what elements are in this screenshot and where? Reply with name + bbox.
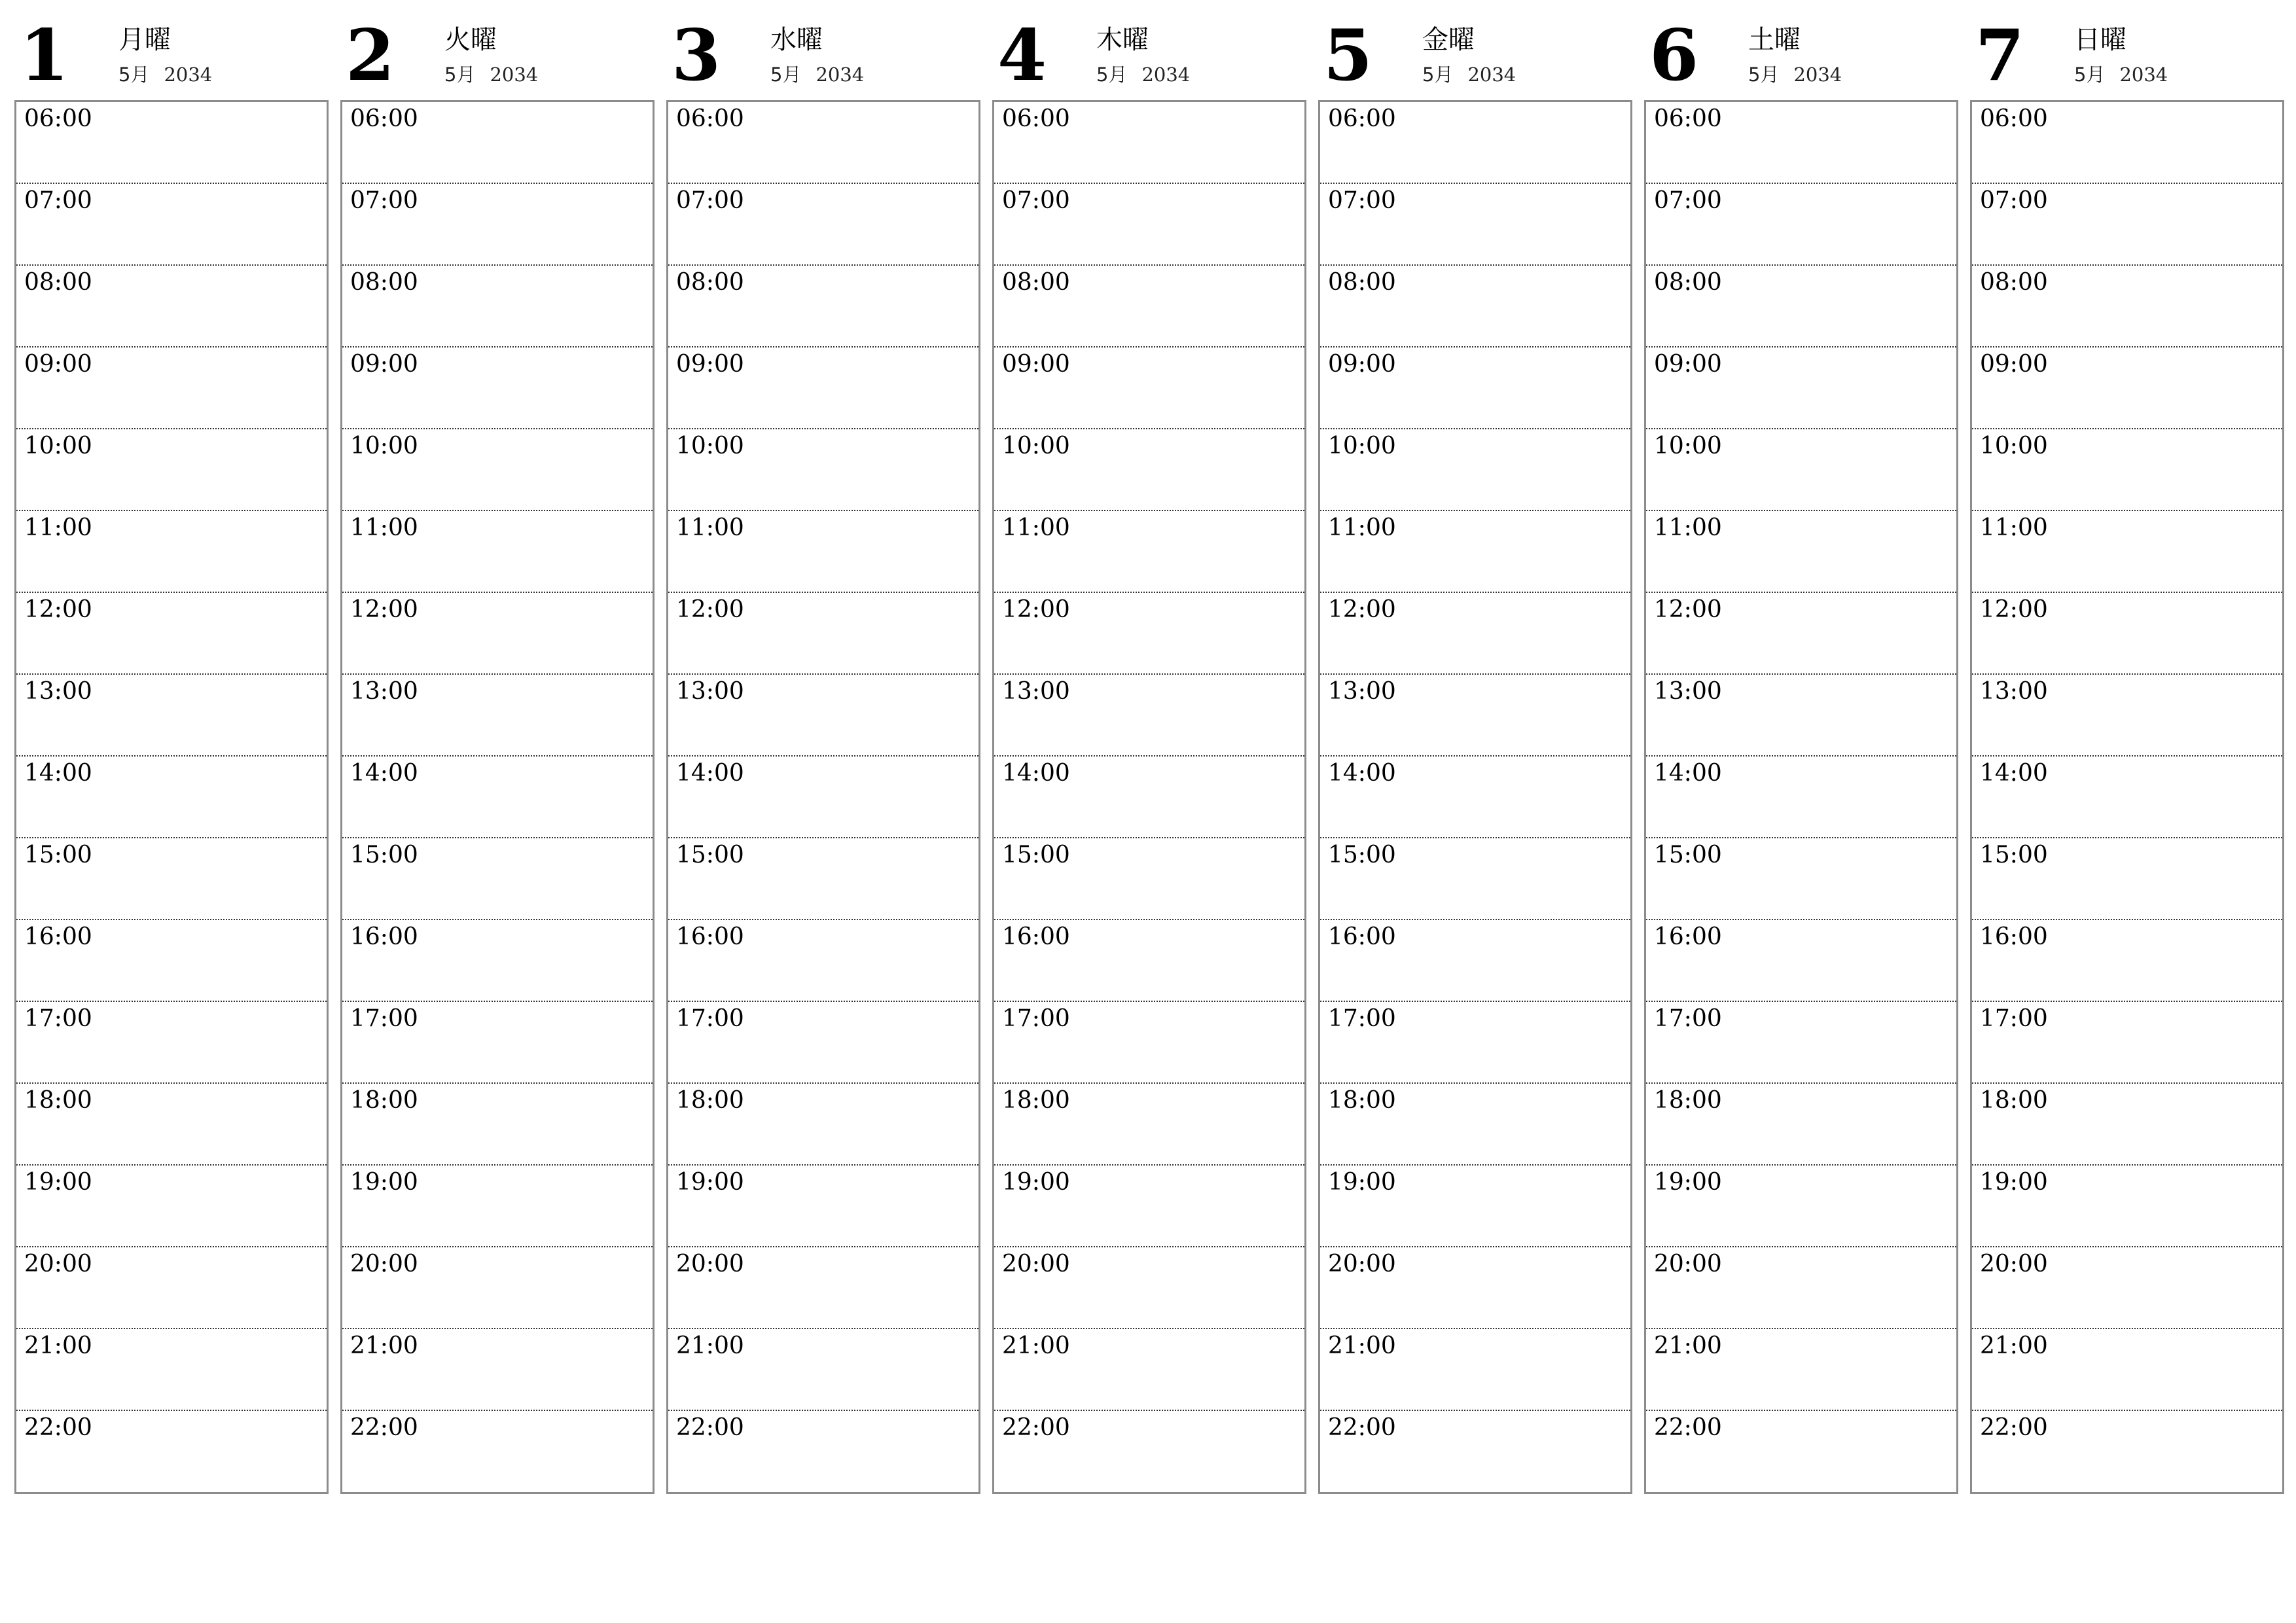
time-label: 06:00 xyxy=(24,105,92,132)
time-slot[interactable] xyxy=(342,102,653,184)
time-label: 20:00 xyxy=(1328,1251,1396,1277)
time-label: 22:00 xyxy=(1002,1414,1070,1441)
time-slot[interactable] xyxy=(1972,838,2282,920)
day-number: 4 xyxy=(997,14,1047,97)
day-name: 土曜 xyxy=(1748,25,1801,55)
time-slot[interactable] xyxy=(1972,429,2282,511)
time-label: 14:00 xyxy=(1980,760,2048,787)
time-slot[interactable] xyxy=(994,184,1304,266)
time-slot[interactable] xyxy=(994,1411,1304,1493)
time-label: 08:00 xyxy=(676,269,744,296)
time-label: 07:00 xyxy=(350,187,418,214)
month-label: 5月 xyxy=(1096,63,1128,86)
time-slot[interactable] xyxy=(342,593,653,675)
time-label: 17:00 xyxy=(24,1005,92,1032)
time-label: 21:00 xyxy=(1002,1332,1070,1359)
day-month-year xyxy=(1422,63,1516,86)
time-label: 14:00 xyxy=(350,760,418,787)
time-label: 09:00 xyxy=(1002,351,1070,378)
day-month-year xyxy=(1748,63,1842,86)
time-slot[interactable] xyxy=(668,757,978,838)
time-slot[interactable] xyxy=(668,675,978,757)
time-slot[interactable] xyxy=(994,266,1304,348)
time-slot[interactable] xyxy=(342,838,653,920)
time-label: 07:00 xyxy=(1002,187,1070,214)
day-number: 1 xyxy=(20,14,69,97)
time-slot[interactable] xyxy=(668,920,978,1002)
time-label: 14:00 xyxy=(1654,760,1722,787)
time-slot[interactable] xyxy=(1320,1411,1630,1493)
time-slot[interactable] xyxy=(1646,1084,1956,1166)
time-label: 07:00 xyxy=(1328,187,1396,214)
month-label: 5月 xyxy=(2074,63,2106,86)
time-slot[interactable] xyxy=(668,429,978,511)
time-slot[interactable] xyxy=(16,675,327,757)
time-slot[interactable] xyxy=(1646,675,1956,757)
time-slot[interactable] xyxy=(994,675,1304,757)
time-label: 17:00 xyxy=(350,1005,418,1032)
time-slot[interactable] xyxy=(1646,348,1956,429)
time-label: 12:00 xyxy=(676,596,744,623)
time-slot[interactable] xyxy=(1972,102,2282,184)
time-slot[interactable] xyxy=(994,1166,1304,1247)
day-header xyxy=(992,0,1305,100)
time-label: 10:00 xyxy=(1980,433,2048,459)
time-label: 20:00 xyxy=(1980,1251,2048,1277)
time-label: 12:00 xyxy=(350,596,418,623)
time-slot[interactable] xyxy=(16,102,327,184)
day-column xyxy=(1644,0,1957,1494)
time-slot[interactable] xyxy=(1972,511,2282,593)
time-label: 22:00 xyxy=(24,1414,92,1441)
time-slot[interactable] xyxy=(1320,757,1630,838)
time-label: 17:00 xyxy=(1654,1005,1722,1032)
time-label: 15:00 xyxy=(1654,842,1722,868)
time-slot[interactable] xyxy=(1320,102,1630,184)
time-label: 13:00 xyxy=(24,678,92,705)
time-label: 15:00 xyxy=(350,842,418,868)
day-header xyxy=(1644,0,1957,100)
time-slot[interactable] xyxy=(668,102,978,184)
time-slot[interactable] xyxy=(1972,757,2282,838)
time-slot[interactable] xyxy=(1320,593,1630,675)
time-slot[interactable] xyxy=(342,511,653,593)
time-label: 16:00 xyxy=(350,923,418,950)
time-label: 14:00 xyxy=(24,760,92,787)
time-label: 09:00 xyxy=(1654,351,1722,378)
time-label: 21:00 xyxy=(350,1332,418,1359)
time-label: 06:00 xyxy=(676,105,744,132)
time-slot[interactable] xyxy=(16,1247,327,1329)
time-slot[interactable] xyxy=(16,348,327,429)
time-slot[interactable] xyxy=(1972,675,2282,757)
time-slot[interactable] xyxy=(1972,920,2282,1002)
time-slot[interactable] xyxy=(16,429,327,511)
day-header xyxy=(340,0,653,100)
time-label: 17:00 xyxy=(1980,1005,2048,1032)
time-slot[interactable] xyxy=(668,266,978,348)
time-slot[interactable] xyxy=(16,1411,327,1493)
time-slot[interactable] xyxy=(1320,511,1630,593)
time-slot[interactable] xyxy=(1320,1002,1630,1084)
time-label: 10:00 xyxy=(350,433,418,459)
time-label: 10:00 xyxy=(24,433,92,459)
time-label: 20:00 xyxy=(350,1251,418,1277)
time-slot[interactable] xyxy=(16,511,327,593)
time-label: 18:00 xyxy=(1328,1087,1396,1114)
time-slot[interactable] xyxy=(1646,429,1956,511)
day-column xyxy=(666,0,979,1494)
time-slot[interactable] xyxy=(1646,184,1956,266)
time-label: 09:00 xyxy=(24,351,92,378)
day-month-year xyxy=(2074,63,2168,86)
time-label: 20:00 xyxy=(1002,1251,1070,1277)
time-label: 17:00 xyxy=(1002,1005,1070,1032)
time-slot[interactable] xyxy=(1320,675,1630,757)
time-label: 19:00 xyxy=(1980,1169,2048,1196)
time-slot[interactable] xyxy=(668,593,978,675)
month-label: 5月 xyxy=(1422,63,1454,86)
time-slot-box xyxy=(1318,100,1632,1494)
time-label: 19:00 xyxy=(350,1169,418,1196)
time-slot[interactable] xyxy=(1972,1329,2282,1411)
time-label: 10:00 xyxy=(676,433,744,459)
day-number: 7 xyxy=(1975,14,2025,97)
time-label: 15:00 xyxy=(676,842,744,868)
time-label: 08:00 xyxy=(1328,269,1396,296)
time-slot[interactable] xyxy=(342,757,653,838)
time-slot-box xyxy=(666,100,980,1494)
time-label: 21:00 xyxy=(676,1332,744,1359)
time-label: 18:00 xyxy=(1980,1087,2048,1114)
day-month-year xyxy=(770,63,864,86)
time-slot-box xyxy=(992,100,1306,1494)
time-label: 22:00 xyxy=(1980,1414,2048,1441)
time-slot[interactable] xyxy=(1646,593,1956,675)
time-slot[interactable] xyxy=(668,1166,978,1247)
time-label: 21:00 xyxy=(24,1332,92,1359)
time-label: 12:00 xyxy=(1980,596,2048,623)
time-slot[interactable] xyxy=(1320,266,1630,348)
year-label: 2034 xyxy=(2119,63,2168,86)
time-slot[interactable] xyxy=(1972,266,2282,348)
time-label: 09:00 xyxy=(1980,351,2048,378)
time-label: 21:00 xyxy=(1980,1332,2048,1359)
day-number: 2 xyxy=(346,14,395,97)
time-slot[interactable] xyxy=(342,675,653,757)
time-label: 11:00 xyxy=(24,514,92,541)
time-slot[interactable] xyxy=(1646,102,1956,184)
time-slot[interactable] xyxy=(994,1084,1304,1166)
time-label: 19:00 xyxy=(1002,1169,1070,1196)
time-label: 13:00 xyxy=(1654,678,1722,705)
time-slot[interactable] xyxy=(994,1247,1304,1329)
time-slot[interactable] xyxy=(342,1247,653,1329)
day-column xyxy=(992,0,1305,1494)
time-label: 12:00 xyxy=(1654,596,1722,623)
time-slot[interactable] xyxy=(668,1002,978,1084)
time-label: 09:00 xyxy=(1328,351,1396,378)
time-slot[interactable] xyxy=(1972,1084,2282,1166)
time-label: 16:00 xyxy=(1654,923,1722,950)
day-month-year xyxy=(1096,63,1190,86)
time-slot[interactable] xyxy=(1972,593,2282,675)
month-label: 5月 xyxy=(770,63,802,86)
day-month-year xyxy=(444,63,538,86)
time-label: 11:00 xyxy=(1654,514,1722,541)
time-slot[interactable] xyxy=(994,1329,1304,1411)
time-slot[interactable] xyxy=(1646,1329,1956,1411)
time-label: 15:00 xyxy=(1328,842,1396,868)
time-label: 07:00 xyxy=(1654,187,1722,214)
time-label: 17:00 xyxy=(1328,1005,1396,1032)
time-label: 18:00 xyxy=(1002,1087,1070,1114)
time-label: 20:00 xyxy=(1654,1251,1722,1277)
day-header xyxy=(666,0,979,100)
time-label: 06:00 xyxy=(1328,105,1396,132)
day-header xyxy=(1318,0,1631,100)
time-label: 13:00 xyxy=(676,678,744,705)
time-label: 08:00 xyxy=(1980,269,2048,296)
time-label: 08:00 xyxy=(1002,269,1070,296)
time-slot[interactable] xyxy=(1646,1166,1956,1247)
time-slot-box xyxy=(1970,100,2284,1494)
time-slot[interactable] xyxy=(16,1002,327,1084)
time-label: 08:00 xyxy=(1654,269,1722,296)
time-slot[interactable] xyxy=(1972,1166,2282,1247)
time-label: 19:00 xyxy=(1654,1169,1722,1196)
time-label: 22:00 xyxy=(1328,1414,1396,1441)
time-slot[interactable] xyxy=(1320,838,1630,920)
time-slot[interactable] xyxy=(16,184,327,266)
time-label: 16:00 xyxy=(1002,923,1070,950)
time-label: 15:00 xyxy=(1002,842,1070,868)
time-slot[interactable] xyxy=(1320,1166,1630,1247)
time-slot[interactable] xyxy=(342,348,653,429)
time-label: 22:00 xyxy=(350,1414,418,1441)
year-label: 2034 xyxy=(1141,63,1191,86)
day-number: 6 xyxy=(1649,14,1699,97)
time-slot[interactable] xyxy=(1646,266,1956,348)
time-slot[interactable] xyxy=(668,1329,978,1411)
time-slot[interactable] xyxy=(1646,1411,1956,1493)
time-label: 11:00 xyxy=(350,514,418,541)
time-label: 06:00 xyxy=(1654,105,1722,132)
time-label: 10:00 xyxy=(1328,433,1396,459)
time-slot[interactable] xyxy=(1646,838,1956,920)
day-column xyxy=(14,0,327,1494)
time-label: 18:00 xyxy=(676,1087,744,1114)
month-label: 5月 xyxy=(118,63,150,86)
time-slot[interactable] xyxy=(668,1411,978,1493)
time-label: 16:00 xyxy=(1328,923,1396,950)
time-slot[interactable] xyxy=(1972,184,2282,266)
time-label: 19:00 xyxy=(1328,1169,1396,1196)
time-label: 11:00 xyxy=(676,514,744,541)
year-label: 2034 xyxy=(816,63,865,86)
time-slot[interactable] xyxy=(1972,1002,2282,1084)
time-slot[interactable] xyxy=(16,1166,327,1247)
day-header xyxy=(1970,0,2283,100)
time-label: 18:00 xyxy=(1654,1087,1722,1114)
time-label: 16:00 xyxy=(676,923,744,950)
time-label: 11:00 xyxy=(1328,514,1396,541)
time-label: 13:00 xyxy=(350,678,418,705)
time-slot[interactable] xyxy=(1646,1002,1956,1084)
time-label: 21:00 xyxy=(1654,1332,1722,1359)
time-slot[interactable] xyxy=(16,1329,327,1411)
time-label: 12:00 xyxy=(1328,596,1396,623)
time-slot[interactable] xyxy=(342,429,653,511)
time-slot[interactable] xyxy=(994,1002,1304,1084)
time-label: 08:00 xyxy=(350,269,418,296)
day-name: 日曜 xyxy=(2074,25,2126,55)
time-slot[interactable] xyxy=(16,593,327,675)
time-label: 17:00 xyxy=(676,1005,744,1032)
day-header xyxy=(14,0,327,100)
time-label: 22:00 xyxy=(1654,1414,1722,1441)
time-label: 15:00 xyxy=(1980,842,2048,868)
year-label: 2034 xyxy=(164,63,213,86)
time-label: 16:00 xyxy=(24,923,92,950)
time-slot[interactable] xyxy=(668,1247,978,1329)
time-slot[interactable] xyxy=(994,429,1304,511)
time-slot[interactable] xyxy=(1320,429,1630,511)
time-label: 22:00 xyxy=(676,1414,744,1441)
time-label: 16:00 xyxy=(1980,923,2048,950)
time-slot[interactable] xyxy=(16,757,327,838)
time-slot[interactable] xyxy=(16,920,327,1002)
time-label: 07:00 xyxy=(24,187,92,214)
time-label: 13:00 xyxy=(1980,678,2048,705)
time-label: 07:00 xyxy=(676,187,744,214)
time-slot-box xyxy=(1644,100,1958,1494)
time-label: 09:00 xyxy=(676,351,744,378)
time-slot[interactable] xyxy=(342,1084,653,1166)
time-label: 11:00 xyxy=(1002,514,1070,541)
time-slot[interactable] xyxy=(668,184,978,266)
time-slot[interactable] xyxy=(994,348,1304,429)
day-column xyxy=(340,0,653,1494)
time-slot[interactable] xyxy=(16,1084,327,1166)
time-label: 10:00 xyxy=(1002,433,1070,459)
time-slot[interactable] xyxy=(994,838,1304,920)
time-slot[interactable] xyxy=(1320,348,1630,429)
time-slot[interactable] xyxy=(1646,757,1956,838)
time-slot[interactable] xyxy=(342,1411,653,1493)
time-label: 21:00 xyxy=(1328,1332,1396,1359)
time-slot[interactable] xyxy=(1646,920,1956,1002)
month-label: 5月 xyxy=(1748,63,1780,86)
time-slot[interactable] xyxy=(16,838,327,920)
time-label: 09:00 xyxy=(350,351,418,378)
time-label: 12:00 xyxy=(24,596,92,623)
time-slot[interactable] xyxy=(994,102,1304,184)
time-label: 18:00 xyxy=(350,1087,418,1114)
time-slot[interactable] xyxy=(994,593,1304,675)
time-slot[interactable] xyxy=(342,184,653,266)
time-slot[interactable] xyxy=(342,920,653,1002)
time-slot[interactable] xyxy=(16,266,327,348)
time-slot[interactable] xyxy=(1320,1084,1630,1166)
time-slot[interactable] xyxy=(342,1329,653,1411)
year-label: 2034 xyxy=(1793,63,1842,86)
year-label: 2034 xyxy=(490,63,539,86)
time-label: 13:00 xyxy=(1328,678,1396,705)
time-label: 14:00 xyxy=(1328,760,1396,787)
time-slot[interactable] xyxy=(668,1084,978,1166)
time-label: 20:00 xyxy=(676,1251,744,1277)
time-slot[interactable] xyxy=(1320,184,1630,266)
time-label: 06:00 xyxy=(1002,105,1070,132)
time-slot-box xyxy=(340,100,655,1494)
time-slot[interactable] xyxy=(342,1166,653,1247)
time-label: 11:00 xyxy=(1980,514,2048,541)
month-label: 5月 xyxy=(444,63,476,86)
time-label: 19:00 xyxy=(24,1169,92,1196)
day-name: 木曜 xyxy=(1096,25,1149,55)
time-slot[interactable] xyxy=(668,511,978,593)
day-column xyxy=(1318,0,1631,1494)
time-label: 15:00 xyxy=(24,842,92,868)
time-slot[interactable] xyxy=(994,920,1304,1002)
time-label: 19:00 xyxy=(676,1169,744,1196)
time-slot[interactable] xyxy=(342,266,653,348)
time-slot[interactable] xyxy=(1320,920,1630,1002)
year-label: 2034 xyxy=(1467,63,1516,86)
time-slot[interactable] xyxy=(994,757,1304,838)
time-label: 06:00 xyxy=(350,105,418,132)
day-name: 金曜 xyxy=(1422,25,1475,55)
time-label: 07:00 xyxy=(1980,187,2048,214)
time-slot[interactable] xyxy=(1320,1329,1630,1411)
day-month-year xyxy=(118,63,212,86)
day-name: 月曜 xyxy=(118,25,171,55)
time-slot[interactable] xyxy=(1972,1247,2282,1329)
time-slot[interactable] xyxy=(342,1002,653,1084)
time-slot-box xyxy=(14,100,329,1494)
time-label: 08:00 xyxy=(24,269,92,296)
day-number: 5 xyxy=(1323,14,1373,97)
day-column xyxy=(1970,0,2283,1494)
time-label: 18:00 xyxy=(24,1087,92,1114)
time-label: 06:00 xyxy=(1980,105,2048,132)
time-label: 13:00 xyxy=(1002,678,1070,705)
time-label: 14:00 xyxy=(1002,760,1070,787)
time-slot[interactable] xyxy=(1972,1411,2282,1493)
time-label: 14:00 xyxy=(676,760,744,787)
day-number: 3 xyxy=(672,14,721,97)
time-slot[interactable] xyxy=(1320,1247,1630,1329)
time-slot[interactable] xyxy=(1972,348,2282,429)
day-name: 火曜 xyxy=(444,25,497,55)
time-slot[interactable] xyxy=(1646,1247,1956,1329)
time-label: 12:00 xyxy=(1002,596,1070,623)
time-slot[interactable] xyxy=(1646,511,1956,593)
day-name: 水曜 xyxy=(770,25,823,55)
time-label: 10:00 xyxy=(1654,433,1722,459)
time-slot[interactable] xyxy=(668,838,978,920)
time-label: 20:00 xyxy=(24,1251,92,1277)
time-slot[interactable] xyxy=(994,511,1304,593)
time-slot[interactable] xyxy=(668,348,978,429)
